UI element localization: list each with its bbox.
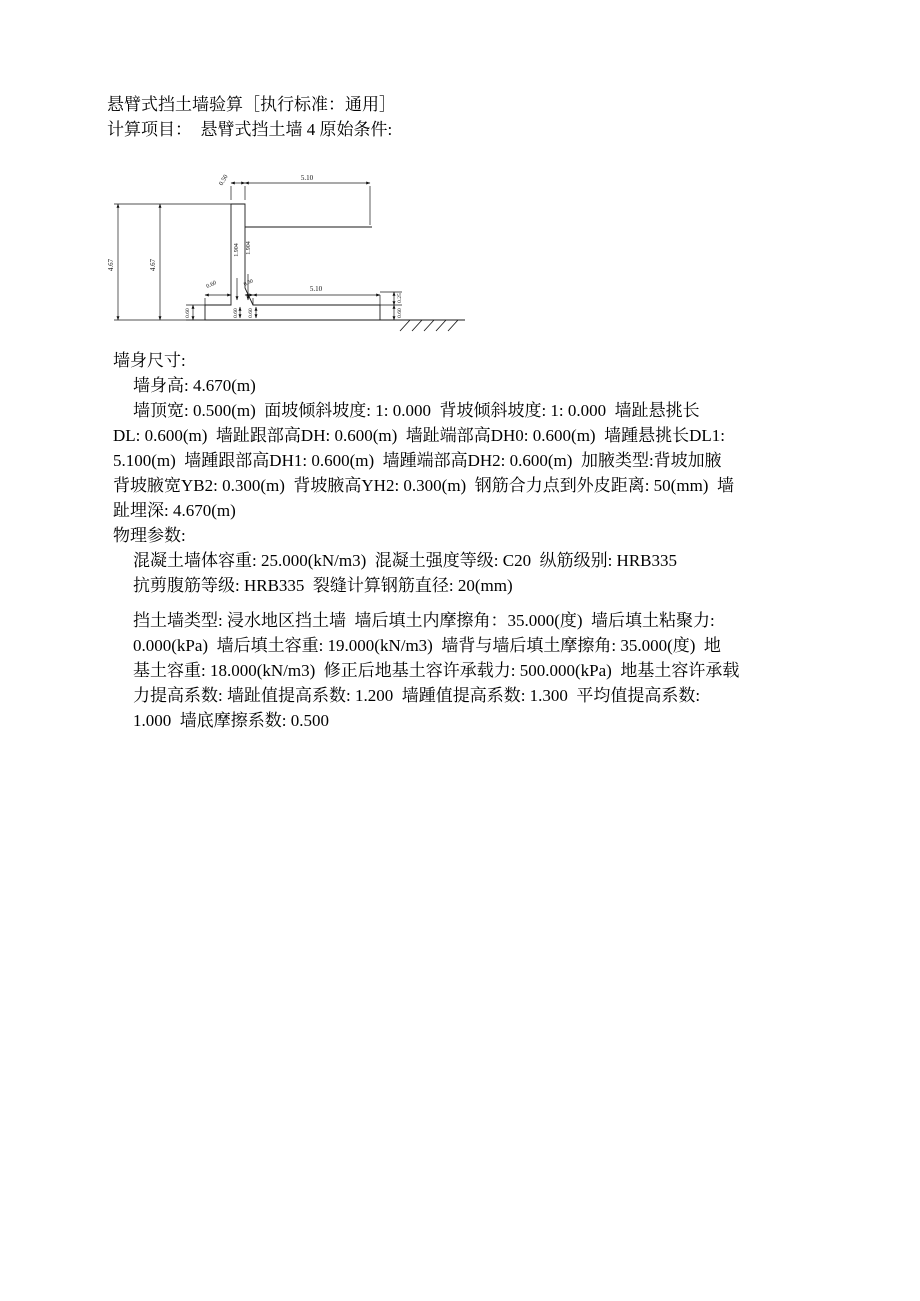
dim-label-height-inner: 4.67 — [149, 258, 157, 272]
dim-label-stem-right: 1.904 — [246, 241, 252, 255]
dim-label-haunch-width: 0.30 — [242, 278, 255, 288]
text-line: 趾埋深: 4.670(m) — [113, 501, 236, 520]
ground-hatching — [400, 320, 458, 331]
text-line: 混凝土墙体容重: 25.000(kN/m3) 混凝土强度等级: C20 纵筋级别: HRB335 — [133, 551, 678, 570]
dimension-lines — [114, 183, 402, 320]
dimension-labels — [107, 174, 403, 318]
text-line: 抗剪腹筋等级: HRB335 裂缝计算钢筋直径: 20(mm) — [133, 576, 513, 595]
text-line: 1.000 墙底摩擦系数: 0.500 — [133, 711, 329, 730]
text-line: 力提高系数: 墙趾值提高系数: 1.200 墙踵值提高系数: 1.300 平均值提高系数: — [133, 686, 701, 705]
text-line: 墙身高: 4.670(m) — [133, 376, 256, 395]
text-line: 墙顶宽: 0.500(m) 面坡倾斜坡度: 1: 0.000 背坡倾斜坡度: 1: 0.000 墙趾悬挑长 — [133, 401, 700, 420]
dim-label-edge-lower: 0.60 — [397, 308, 403, 318]
text-line: 5.100(m) 墙踵跟部高DH1: 0.600(m) 墙踵端部高DH2: 0.600(m) 加腋类型:背坡加腋 — [113, 451, 722, 470]
section-soil-params — [100, 608, 860, 733]
text-line: 挡土墙类型: 浸水地区挡土墙 墙后填土内摩擦角：35.000(度) 墙后填土粘聚力: — [133, 611, 715, 630]
text-line: DL: 0.600(m) 墙趾跟部高DH: 0.600(m) 墙趾端部高DH0: 0.600(m) 墙踵悬挑长DL1: — [113, 426, 725, 445]
dim-label-top-width: 0.50 — [217, 173, 230, 187]
dim-label-footing-h-left: 0.60 — [185, 308, 191, 318]
section-physical-params — [100, 523, 860, 598]
dim-label-top-heel: 5.10 — [300, 174, 314, 182]
text-line: 0.000(kPa) 墙后填土容重: 19.000(kN/m3) 墙背与墙后填土摩擦角: 35.000(度) 地 — [133, 636, 721, 655]
section-physical-title: 物理参数: — [113, 526, 186, 545]
dim-label-height-outer: 4.67 — [107, 258, 115, 272]
section-wall-title: 墙身尺寸: — [113, 351, 186, 370]
dim-label-bottom-heel: 5.10 — [309, 285, 323, 293]
text-line: 背坡腋宽YB2: 0.300(m) 背坡腋高YH2: 0.300(m) 钢筋合力点到外皮距离: 50(mm) 墙 — [113, 476, 734, 495]
dim-label-footing-h-mid: 0.60 — [233, 308, 239, 318]
dim-label-toe-width: 0.60 — [205, 280, 218, 291]
text-line: 基土容重: 18.000(kN/m3) 修正后地基土容许承载力: 500.000(kPa) 地基土容许承载 — [133, 661, 740, 680]
dim-label-stem-left: 1.904 — [234, 243, 240, 257]
section-wall-dimensions — [100, 348, 860, 523]
dim-label-footing-h-right: 0.60 — [248, 308, 254, 318]
wall-outline — [205, 204, 465, 331]
retaining-wall-diagram — [100, 170, 480, 338]
calc-project-line: 计算项目： 悬臂式挡土墙 4 原始条件: — [107, 120, 393, 139]
report-title: 悬臂式挡土墙验算［执行标准：通用］ — [107, 95, 396, 114]
dim-label-edge-upper: 0.25 — [397, 293, 403, 303]
